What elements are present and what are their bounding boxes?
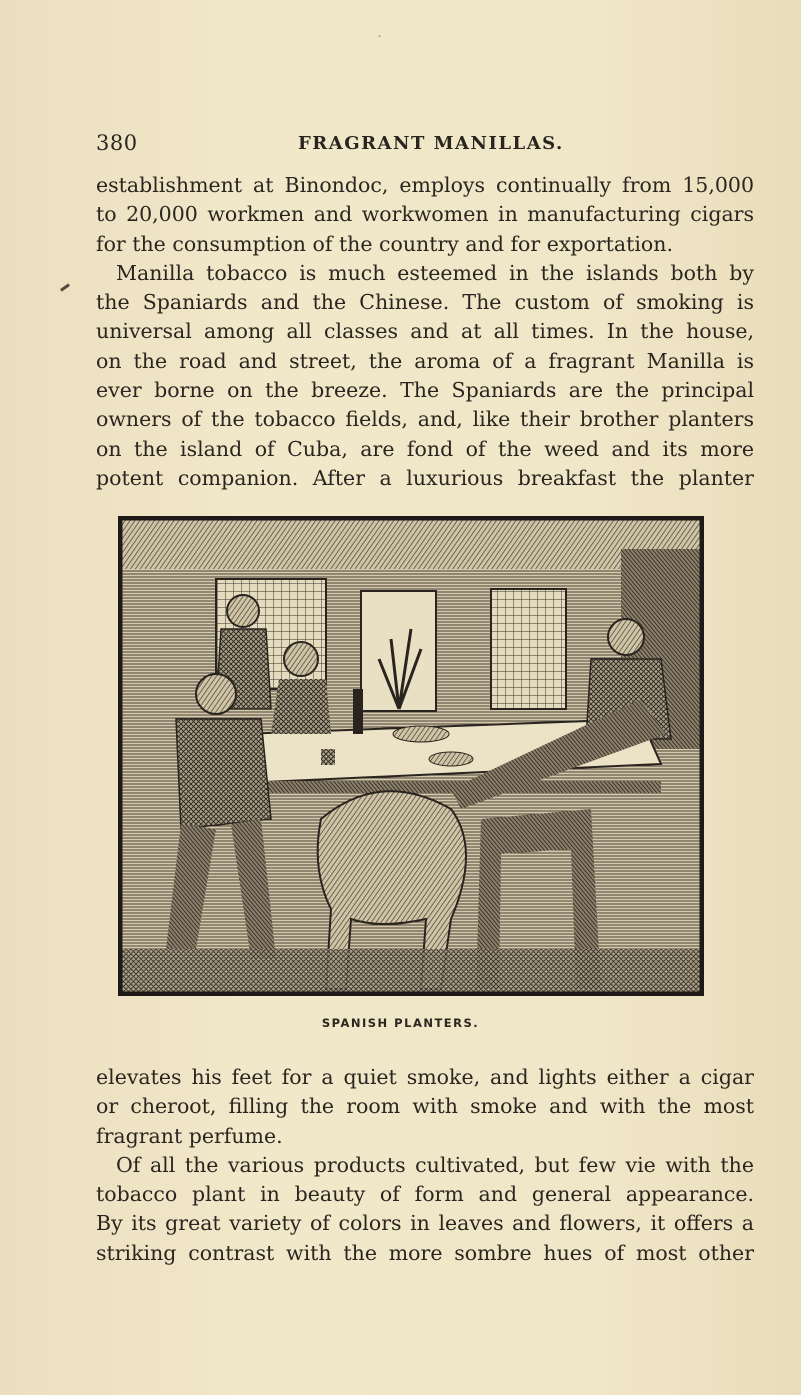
text-line: establishment at Binondoc, employs continually from 15,000	[96, 173, 754, 197]
text-line: on the island of Cuba, are fond of the weed and its more	[96, 436, 754, 461]
engraving-image	[121, 519, 701, 993]
text-line: for the consumption of the country and for exportation.	[96, 231, 673, 256]
text-line: potent companion. After a luxurious breakfast the planter	[96, 465, 754, 490]
text-line: the Spaniards and the Chinese. The custom of smoking is	[96, 290, 754, 315]
text-line: owners of the tobacco fields, and, like their brother planters	[96, 407, 754, 432]
text-line: on the road and street, the aroma of a fragrant Manilla is	[96, 348, 754, 373]
text-block-top	[96, 171, 754, 493]
text-line: universal among all classes and at all times. In the house,	[96, 319, 754, 344]
text-line: By its great variety of colors in leaves and flowers, it offers a	[96, 1211, 754, 1236]
text-line: Manilla tobacco is much esteemed in the islands both by	[116, 260, 754, 285]
text-line: elevates his feet for a quiet smoke, and lights either a cigar	[96, 1065, 754, 1089]
text-line: fragrant perfume.	[96, 1123, 283, 1148]
engraving-illustration	[118, 516, 704, 996]
page-number: 380	[96, 131, 138, 155]
figure-caption: SPANISH PLANTERS.	[321, 1016, 480, 1030]
text-line: tobacco plant in beauty of form and general appearance.	[96, 1182, 754, 1207]
top-margin-mark: -	[378, 31, 382, 42]
text-line: or cheroot, filling the room with smoke and with the most	[96, 1094, 754, 1119]
pencil-check-mark	[60, 283, 70, 291]
text-line: Of all the various products cultivated, but few vie with the	[116, 1152, 754, 1177]
text-line: to 20,000 workmen and workwomen in manufacturing cigars	[96, 202, 754, 227]
text-block-bottom	[96, 1063, 754, 1268]
running-head: FRAGRANT MANILLAS.	[298, 133, 564, 154]
page-header	[96, 131, 746, 161]
text-line: ever borne on the breeze. The Spaniards are the principal	[96, 378, 754, 403]
text-line: striking contrast with the more sombre hues of most other	[96, 1240, 754, 1265]
